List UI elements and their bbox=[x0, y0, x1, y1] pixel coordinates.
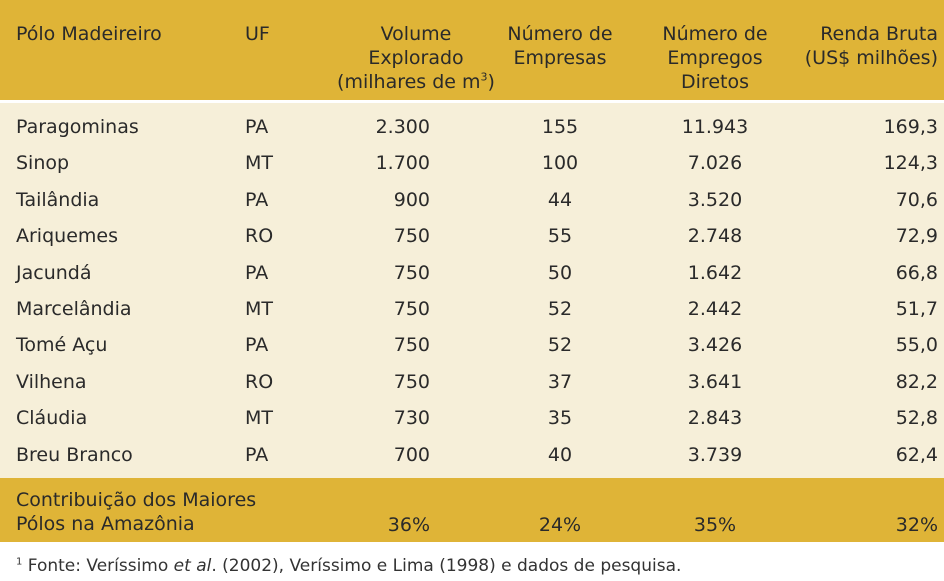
cell-renda: 72,9 bbox=[895, 225, 938, 248]
header-volume bbox=[330, 22, 502, 94]
cell-name: Vilhena bbox=[16, 370, 87, 393]
table-header bbox=[0, 0, 944, 103]
cell-empresas: 52 bbox=[547, 334, 573, 357]
cell-volume: 750 bbox=[393, 261, 430, 284]
footnote-prefix: Fonte: Veríssimo bbox=[22, 556, 174, 576]
cell-empregos: 2.843 bbox=[687, 407, 743, 430]
cell-empresas: 100 bbox=[541, 152, 579, 175]
cell-empresas: 44 bbox=[547, 188, 573, 211]
cell-name: Jacundá bbox=[16, 261, 92, 284]
summary-label-line1: Contribuição dos Maiores bbox=[16, 488, 257, 511]
cell-empresas: 37 bbox=[547, 370, 573, 393]
table-row bbox=[0, 218, 944, 254]
cell-empregos: 3.641 bbox=[687, 370, 743, 393]
header-empresas-line1: Número de bbox=[507, 23, 613, 45]
header-name: Pólo Madeireiro bbox=[16, 23, 162, 45]
cell-uf: PA bbox=[245, 334, 269, 357]
cell-uf: MT bbox=[245, 297, 273, 320]
cell-name: Paragominas bbox=[16, 116, 139, 138]
cell-volume: 750 bbox=[393, 370, 430, 393]
cell-name: Breu Branco bbox=[16, 443, 133, 466]
summary-empresas: 24% bbox=[538, 513, 582, 536]
cell-empregos: 3.426 bbox=[687, 334, 743, 357]
cell-volume: 2.300 bbox=[375, 116, 430, 138]
table-row bbox=[0, 364, 944, 400]
source-footnote bbox=[16, 556, 681, 576]
header-renda bbox=[798, 22, 938, 70]
header-empregos-line2: Empregos bbox=[667, 47, 763, 69]
header-volume-close: ) bbox=[487, 71, 495, 93]
cell-name: Tomé Açu bbox=[16, 334, 108, 357]
cell-empregos: 2.442 bbox=[687, 297, 743, 320]
cell-empregos: 7.026 bbox=[687, 152, 743, 175]
table-row bbox=[0, 437, 944, 473]
cell-uf: PA bbox=[245, 261, 269, 284]
cell-empresas: 40 bbox=[547, 443, 573, 466]
cell-renda: 52,8 bbox=[895, 407, 938, 430]
cell-empregos: 3.739 bbox=[687, 443, 743, 466]
summary-volume: 36% bbox=[387, 513, 430, 536]
cell-empresas: 35 bbox=[547, 407, 573, 430]
cell-uf: MT bbox=[245, 407, 273, 430]
cell-empregos: 11.943 bbox=[681, 116, 749, 138]
cell-empregos: 1.642 bbox=[687, 261, 743, 284]
cell-uf: RO bbox=[245, 370, 274, 393]
table-row bbox=[0, 182, 944, 218]
cell-empresas: 155 bbox=[541, 116, 579, 138]
cell-empregos: 3.520 bbox=[687, 188, 743, 211]
cell-uf: RO bbox=[245, 225, 274, 248]
header-volume-line2: Explorado bbox=[368, 47, 464, 69]
cell-empregos: 2.748 bbox=[687, 225, 743, 248]
cell-renda: 66,8 bbox=[895, 261, 938, 284]
cell-renda: 51,7 bbox=[895, 297, 938, 320]
cell-volume: 750 bbox=[393, 225, 430, 248]
footnote-suffix: . (2002), Veríssimo e Lima (1998) e dados de pesquisa. bbox=[211, 556, 682, 576]
summary-label-line2: Pólos na Amazônia bbox=[16, 512, 195, 535]
cell-renda: 169,3 bbox=[883, 116, 938, 138]
cell-uf: PA bbox=[245, 188, 269, 211]
cell-volume: 900 bbox=[393, 188, 430, 211]
table-row bbox=[0, 109, 944, 145]
cell-name: Sinop bbox=[16, 152, 70, 175]
cell-renda: 62,4 bbox=[895, 443, 938, 466]
table-body bbox=[0, 103, 944, 478]
header-empresas-line2: Empresas bbox=[513, 47, 607, 69]
cell-renda: 124,3 bbox=[883, 152, 938, 175]
table-row bbox=[0, 255, 944, 291]
header-empregos-line1: Número de bbox=[662, 23, 768, 45]
cell-uf: PA bbox=[245, 116, 269, 138]
cell-volume: 750 bbox=[393, 297, 430, 320]
cell-uf: MT bbox=[245, 152, 273, 175]
summary-label bbox=[16, 488, 256, 536]
cell-volume: 730 bbox=[393, 407, 430, 430]
cell-empresas: 55 bbox=[547, 225, 573, 248]
summary-empregos: 35% bbox=[693, 513, 737, 536]
cell-renda: 55,0 bbox=[895, 334, 938, 357]
table-row bbox=[0, 327, 944, 363]
header-renda-line2: (US$ milhões) bbox=[804, 47, 938, 69]
cell-uf: PA bbox=[245, 443, 269, 466]
header-uf: UF bbox=[245, 23, 270, 45]
header-volume-line1: Volume bbox=[380, 23, 452, 45]
table-row bbox=[0, 400, 944, 436]
header-empregos-line3: Diretos bbox=[681, 71, 749, 93]
summary-row bbox=[0, 478, 944, 542]
summary-renda: 32% bbox=[895, 513, 938, 536]
header-empregos bbox=[640, 22, 790, 94]
footnote-marker: 1 bbox=[16, 556, 23, 568]
header-volume-line3 bbox=[330, 70, 502, 94]
cell-name: Cláudia bbox=[16, 407, 88, 430]
table-row bbox=[0, 145, 944, 181]
cell-renda: 70,6 bbox=[895, 188, 938, 211]
cell-name: Tailândia bbox=[16, 188, 100, 211]
cell-empresas: 52 bbox=[547, 297, 573, 320]
cell-volume: 1.700 bbox=[375, 152, 430, 175]
cell-volume: 750 bbox=[393, 334, 430, 357]
header-renda-line1: Renda Bruta bbox=[820, 23, 938, 45]
footnote-etal: et al bbox=[173, 556, 212, 576]
header-volume-sup: 3 bbox=[480, 70, 488, 84]
cell-volume: 700 bbox=[393, 443, 430, 466]
cell-empresas: 50 bbox=[547, 261, 573, 284]
cell-renda: 82,2 bbox=[895, 370, 938, 393]
cell-name: Ariquemes bbox=[16, 225, 118, 248]
header-empresas bbox=[500, 22, 620, 70]
table-row bbox=[0, 291, 944, 327]
cell-name: Marcelândia bbox=[16, 297, 132, 320]
header-volume-unit: (milhares de m bbox=[337, 71, 481, 93]
